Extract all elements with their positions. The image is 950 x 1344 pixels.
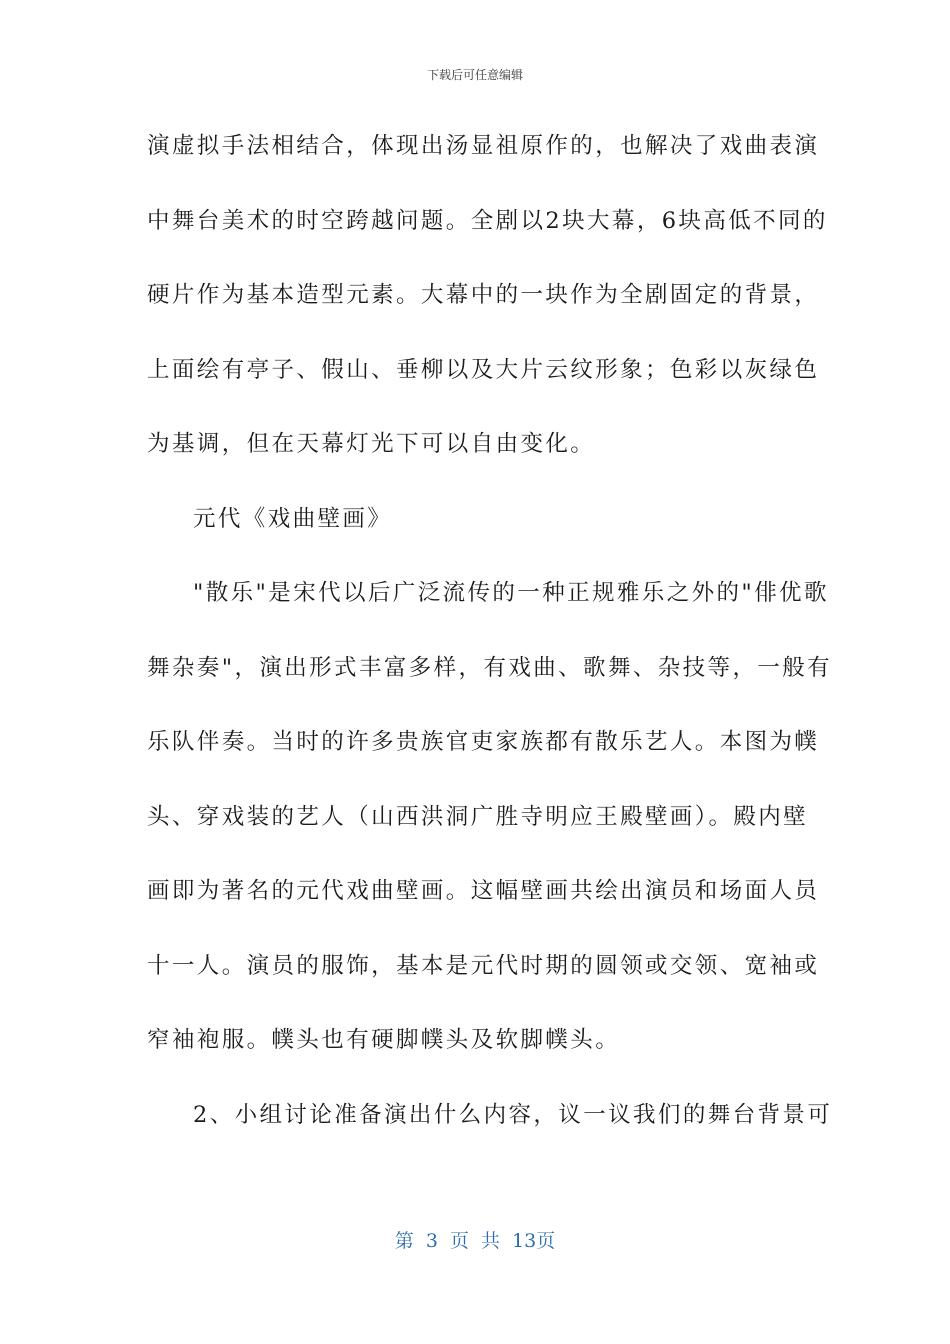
paragraph-line: "散乐"是宋代以后广泛流传的一种正规雅乐之外的"俳优歌 <box>193 580 829 606</box>
paragraph-line: 舞杂奏"，演出形式丰富多样，有戏曲、歌舞、杂技等，一般有 <box>147 654 833 681</box>
paragraph-line: 十一人。演员的服饰，基本是元代时期的圆领或交领、宽袖或 <box>147 952 820 979</box>
paragraph-line: 演虚拟手法相结合，体现出汤显祖原作的，也解决了戏曲表演 <box>147 133 820 159</box>
page-footer: 第 3 页 共 13页 <box>394 1230 556 1252</box>
paragraph-line: 乐队伴奏。当时的许多贵族官吏家族都有散乐艺人。本图为幞 <box>147 729 820 755</box>
paragraph-line: 2、小组讨论准备演出什么内容，议一议我们的舞台背景可 <box>193 1101 833 1128</box>
paragraph-line: 为基调，但在天幕灯光下可以自由变化。 <box>147 431 596 457</box>
paragraph-line: 窄袖袍服。幞头也有硬脚幞头及软脚幞头。 <box>147 1027 621 1053</box>
paragraph-line: 头、穿戏装的艺人（山西洪洞广胜寺明应王殿壁画）。殿内壁 <box>147 803 809 830</box>
paragraph-line: 上面绘有亭子、假山、垂柳以及大片云纹形象；色彩以灰绿色 <box>147 356 820 383</box>
section-heading: 元代《戏曲壁画》 <box>193 505 393 532</box>
page-header: 下载后可任意编辑 <box>426 68 523 82</box>
paragraph-line: 硬片作为基本造型元素。大幕中的一块作为全剧固定的背景， <box>147 282 820 308</box>
paragraph-line: 画即为著名的元代戏曲壁画。这幅壁画共绘出演员和场面人员 <box>147 878 820 904</box>
document-body <box>147 122 833 1165</box>
paragraph-line: 中舞台美术的时空跨越问题。全剧以2块大幕，6块高低不同的 <box>147 207 828 234</box>
